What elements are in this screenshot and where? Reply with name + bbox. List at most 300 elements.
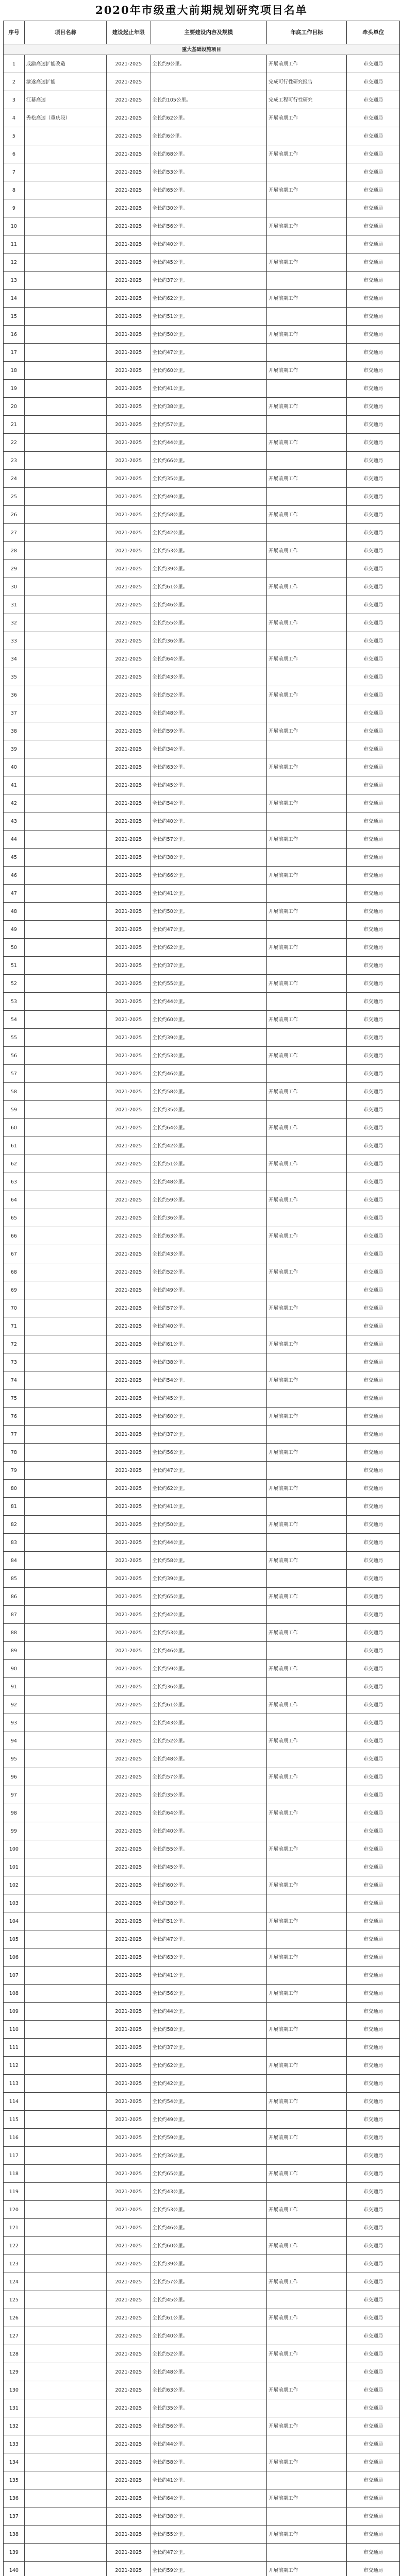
- table-row: [4, 2021, 400, 2039]
- table-row: [4, 1804, 400, 1822]
- cell-name: [24, 1678, 107, 1696]
- section-title: 重大基础设施项目: [4, 44, 400, 55]
- cell-no: 28: [4, 542, 25, 560]
- cell-stage: [267, 2111, 347, 2129]
- cell-name: [24, 2129, 107, 2147]
- cell-no: 122: [4, 2237, 25, 2255]
- cell-period: 2021-2025: [107, 1624, 150, 1642]
- cell-unit: 市交通局: [347, 506, 400, 524]
- cell-name: [24, 1570, 107, 1588]
- cell-no: 80: [4, 1480, 25, 1498]
- cell-stage: [267, 596, 347, 614]
- cell-stage: 开展前期工作: [267, 1732, 347, 1750]
- table-row: [4, 668, 400, 686]
- cell-content: 全长约40公里。: [150, 812, 267, 831]
- cell-period: 2021-2025: [107, 217, 150, 235]
- cell-period: 2021-2025: [107, 831, 150, 849]
- cell-stage: [267, 2435, 347, 2453]
- cell-no: 57: [4, 1065, 25, 1083]
- cell-unit: 市交通局: [347, 1335, 400, 1353]
- cell-name: [24, 2363, 107, 2381]
- table-row: [4, 885, 400, 903]
- cell-no: 39: [4, 740, 25, 758]
- cell-name: [24, 1534, 107, 1552]
- cell-content: 全长约59公里。: [150, 2129, 267, 2147]
- cell-period: 2021-2025: [107, 1588, 150, 1606]
- cell-unit: 市交通局: [347, 2183, 400, 2201]
- table-row: [4, 235, 400, 253]
- cell-name: [24, 2417, 107, 2435]
- cell-no: 87: [4, 1606, 25, 1624]
- cell-name: [24, 975, 107, 993]
- cell-name: [24, 1462, 107, 1480]
- table-row: [4, 2165, 400, 2183]
- table-row: [4, 1642, 400, 1660]
- cell-content: 全长约58公里。: [150, 2453, 267, 2471]
- cell-stage: 开展前期工作: [267, 2057, 347, 2075]
- cell-name: [24, 1209, 107, 1227]
- cell-name: [24, 2093, 107, 2111]
- cell-name: [24, 452, 107, 470]
- table-row: [4, 1570, 400, 1588]
- cell-name: [24, 542, 107, 560]
- cell-name: [24, 993, 107, 1011]
- cell-stage: [267, 1606, 347, 1624]
- cell-name: [24, 163, 107, 181]
- cell-stage: [267, 2147, 347, 2165]
- cell-stage: 开展前期工作: [267, 1191, 347, 1209]
- cell-content: 全长约38公里。: [150, 1353, 267, 1371]
- cell-name: [24, 524, 107, 542]
- cell-period: 2021-2025: [107, 2165, 150, 2183]
- cell-no: 127: [4, 2327, 25, 2345]
- table-row: [4, 2471, 400, 2489]
- cell-unit: 市交通局: [347, 1209, 400, 1227]
- cell-no: 111: [4, 2039, 25, 2057]
- table-row: [4, 867, 400, 885]
- cell-period: 2021-2025: [107, 1191, 150, 1209]
- cell-unit: 市交通局: [347, 2255, 400, 2273]
- cell-unit: 市交通局: [347, 1462, 400, 1480]
- cell-name: [24, 1894, 107, 1912]
- cell-content: 全长约47公里。: [150, 1462, 267, 1480]
- cell-no: 37: [4, 704, 25, 722]
- header-stage: 年底工作目标: [267, 21, 347, 44]
- cell-no: 13: [4, 272, 25, 290]
- table-row: [4, 686, 400, 704]
- table-row: [4, 1822, 400, 1840]
- cell-stage: [267, 632, 347, 650]
- cell-stage: [267, 2363, 347, 2381]
- cell-content: 全长约35公里。: [150, 470, 267, 488]
- cell-unit: 市交通局: [347, 1155, 400, 1173]
- cell-stage: 开展前期工作: [267, 217, 347, 235]
- cell-name: [24, 867, 107, 885]
- cell-no: 17: [4, 344, 25, 362]
- cell-no: 134: [4, 2453, 25, 2471]
- cell-name: [24, 794, 107, 812]
- cell-unit: 市交通局: [347, 650, 400, 668]
- cell-stage: [267, 1245, 347, 1263]
- table-row: [4, 776, 400, 794]
- cell-content: 全长约64公里。: [150, 1804, 267, 1822]
- cell-content: 全长约63公里。: [150, 2381, 267, 2399]
- table-row: [4, 632, 400, 650]
- cell-stage: [267, 488, 347, 506]
- cell-no: 96: [4, 1768, 25, 1786]
- cell-period: 2021-2025: [107, 1227, 150, 1245]
- table-row: [4, 2255, 400, 2273]
- cell-stage: [267, 1570, 347, 1588]
- cell-content: 全长约44公里。: [150, 993, 267, 1011]
- cell-unit: 市交通局: [347, 704, 400, 722]
- cell-unit: 市交通局: [347, 235, 400, 253]
- cell-unit: 市交通局: [347, 2363, 400, 2381]
- cell-unit: 市交通局: [347, 73, 400, 91]
- cell-stage: [267, 1750, 347, 1768]
- cell-content: 全长约45公里。: [150, 2291, 267, 2309]
- cell-name: [24, 885, 107, 903]
- table-row: [4, 253, 400, 272]
- cell-stage: [267, 1281, 347, 1299]
- table-row: [4, 2345, 400, 2363]
- cell-period: 2021-2025: [107, 758, 150, 776]
- cell-no: 110: [4, 2021, 25, 2039]
- table-row: [4, 1967, 400, 1985]
- cell-unit: 市交通局: [347, 181, 400, 199]
- table-row: [4, 1516, 400, 1534]
- cell-stage: [267, 2291, 347, 2309]
- cell-name: [24, 1804, 107, 1822]
- cell-period: 2021-2025: [107, 2183, 150, 2201]
- cell-period: 2021-2025: [107, 452, 150, 470]
- cell-name: [24, 2147, 107, 2165]
- cell-period: 2021-2025: [107, 470, 150, 488]
- cell-period: 2021-2025: [107, 1804, 150, 1822]
- cell-unit: 市交通局: [347, 2093, 400, 2111]
- cell-unit: 市交通局: [347, 1786, 400, 1804]
- cell-unit: 市交通局: [347, 1353, 400, 1371]
- table-row: [4, 1426, 400, 1444]
- cell-period: 2021-2025: [107, 2057, 150, 2075]
- cell-no: 100: [4, 1840, 25, 1858]
- cell-no: 38: [4, 722, 25, 740]
- cell-stage: [267, 1462, 347, 1480]
- cell-content: 全长约57公里。: [150, 831, 267, 849]
- cell-content: 全长约59公里。: [150, 2562, 267, 2576]
- cell-content: 全长约56公里。: [150, 1444, 267, 1462]
- cell-unit: 市交通局: [347, 2201, 400, 2219]
- cell-name: [24, 1858, 107, 1876]
- cell-stage: 开展前期工作: [267, 1985, 347, 2003]
- cell-name: [24, 704, 107, 722]
- cell-no: 53: [4, 993, 25, 1011]
- cell-name: [24, 1498, 107, 1516]
- cell-content: 全长约65公里。: [150, 2165, 267, 2183]
- cell-name: [24, 2201, 107, 2219]
- cell-period: 2021-2025: [107, 1245, 150, 1263]
- cell-name: [24, 344, 107, 362]
- cell-unit: 市交通局: [347, 290, 400, 308]
- table-row: [4, 1047, 400, 1065]
- cell-no: 75: [4, 1389, 25, 1408]
- cell-no: 83: [4, 1534, 25, 1552]
- cell-no: 115: [4, 2111, 25, 2129]
- cell-content: 全长约53公里。: [150, 542, 267, 560]
- cell-unit: 市交通局: [347, 2291, 400, 2309]
- cell-stage: 完成工程可行性研究: [267, 91, 347, 109]
- cell-unit: 市交通局: [347, 1714, 400, 1732]
- cell-unit: 市交通局: [347, 1570, 400, 1588]
- cell-period: 2021-2025: [107, 776, 150, 794]
- cell-content: 全长约41公里。: [150, 885, 267, 903]
- cell-name: [24, 2273, 107, 2291]
- table-row: [4, 1948, 400, 1967]
- cell-no: 45: [4, 849, 25, 867]
- table-row: [4, 2399, 400, 2417]
- cell-stage: 开展前期工作: [267, 975, 347, 993]
- cell-name: [24, 1642, 107, 1660]
- cell-name: [24, 2003, 107, 2021]
- cell-content: 全长约39公里。: [150, 2255, 267, 2273]
- table-row: [4, 1389, 400, 1408]
- cell-unit: 市交通局: [347, 1065, 400, 1083]
- cell-unit: 市交通局: [347, 1732, 400, 1750]
- cell-period: 2021-2025: [107, 1714, 150, 1732]
- cell-period: 2021-2025: [107, 1408, 150, 1426]
- cell-stage: 开展前期工作: [267, 1371, 347, 1389]
- cell-name: [24, 632, 107, 650]
- cell-period: 2021-2025: [107, 2399, 150, 2417]
- cell-unit: 市交通局: [347, 1804, 400, 1822]
- cell-period: 2021-2025: [107, 55, 150, 73]
- table-row: [4, 73, 400, 91]
- cell-unit: 市交通局: [347, 2219, 400, 2237]
- cell-content: 全长约58公里。: [150, 1083, 267, 1101]
- cell-name: [24, 2327, 107, 2345]
- cell-content: 全长约40公里。: [150, 1822, 267, 1840]
- cell-content: 全长约42公里。: [150, 1137, 267, 1155]
- cell-name: [24, 1822, 107, 1840]
- cell-no: 56: [4, 1047, 25, 1065]
- cell-unit: 市交通局: [347, 1426, 400, 1444]
- cell-name: [24, 1389, 107, 1408]
- table-row: [4, 470, 400, 488]
- cell-name: [24, 2219, 107, 2237]
- cell-period: 2021-2025: [107, 939, 150, 957]
- cell-name: [24, 2345, 107, 2363]
- cell-content: 全长约58公里。: [150, 1552, 267, 1570]
- cell-no: 117: [4, 2147, 25, 2165]
- cell-stage: 开展前期工作: [267, 2453, 347, 2471]
- cell-content: 全长约45公里。: [150, 776, 267, 794]
- cell-no: 44: [4, 831, 25, 849]
- cell-no: 71: [4, 1317, 25, 1335]
- cell-unit: 市交通局: [347, 1678, 400, 1696]
- cell-no: 77: [4, 1426, 25, 1444]
- cell-period: 2021-2025: [107, 2417, 150, 2435]
- cell-name: [24, 1227, 107, 1245]
- table-row: [4, 2273, 400, 2291]
- cell-no: 94: [4, 1732, 25, 1750]
- table-row: [4, 1281, 400, 1299]
- cell-no: 112: [4, 2057, 25, 2075]
- cell-name: [24, 2057, 107, 2075]
- cell-stage: 开展前期工作: [267, 1335, 347, 1353]
- cell-stage: 开展前期工作: [267, 1227, 347, 1245]
- table-row: [4, 2003, 400, 2021]
- cell-stage: 开展前期工作: [267, 867, 347, 885]
- cell-period: 2021-2025: [107, 73, 150, 91]
- table-row: [4, 1209, 400, 1227]
- table-header: [4, 21, 400, 44]
- cell-content: 全长约36公里。: [150, 1678, 267, 1696]
- table-row: [4, 163, 400, 181]
- cell-name: [24, 2291, 107, 2309]
- cell-content: 全长约49公里。: [150, 1281, 267, 1299]
- cell-no: 41: [4, 776, 25, 794]
- cell-period: 2021-2025: [107, 2309, 150, 2327]
- cell-period: 2021-2025: [107, 1101, 150, 1119]
- table-row: [4, 704, 400, 722]
- cell-no: 88: [4, 1624, 25, 1642]
- cell-name: [24, 1029, 107, 1047]
- cell-no: 32: [4, 614, 25, 632]
- cell-period: 2021-2025: [107, 1335, 150, 1353]
- cell-name: 江綦高速: [24, 91, 107, 109]
- cell-no: 132: [4, 2417, 25, 2435]
- cell-period: 2021-2025: [107, 2075, 150, 2093]
- cell-content: 全长约42公里。: [150, 524, 267, 542]
- cell-stage: 开展前期工作: [267, 1047, 347, 1065]
- cell-no: 63: [4, 1173, 25, 1191]
- cell-unit: 市交通局: [347, 1498, 400, 1516]
- cell-stage: 开展前期工作: [267, 1696, 347, 1714]
- cell-name: [24, 488, 107, 506]
- cell-unit: 市交通局: [347, 488, 400, 506]
- cell-name: [24, 398, 107, 416]
- cell-period: 2021-2025: [107, 1948, 150, 1967]
- cell-name: [24, 1191, 107, 1209]
- cell-no: 74: [4, 1371, 25, 1389]
- cell-content: 全长约57公里。: [150, 1768, 267, 1786]
- cell-content: 全长约47公里。: [150, 344, 267, 362]
- cell-name: [24, 957, 107, 975]
- section-row: [4, 44, 400, 55]
- cell-period: 2021-2025: [107, 812, 150, 831]
- cell-name: [24, 1137, 107, 1155]
- cell-name: [24, 1281, 107, 1299]
- cell-stage: 开展前期工作: [267, 2309, 347, 2327]
- cell-unit: 市交通局: [347, 2399, 400, 2417]
- cell-no: 125: [4, 2291, 25, 2309]
- cell-stage: [267, 127, 347, 145]
- cell-unit: 市交通局: [347, 1516, 400, 1534]
- cell-no: 62: [4, 1155, 25, 1173]
- cell-content: 全长约62公里。: [150, 109, 267, 127]
- cell-unit: 市交通局: [347, 199, 400, 217]
- cell-content: 全长约60公里。: [150, 1408, 267, 1426]
- table-row: [4, 1083, 400, 1101]
- cell-unit: 市交通局: [347, 1534, 400, 1552]
- cell-period: 2021-2025: [107, 1209, 150, 1227]
- cell-no: 103: [4, 1894, 25, 1912]
- table-row: [4, 2381, 400, 2399]
- cell-period: 2021-2025: [107, 2273, 150, 2291]
- cell-period: 2021-2025: [107, 2381, 150, 2399]
- cell-no: 140: [4, 2562, 25, 2576]
- cell-stage: 开展前期工作: [267, 1660, 347, 1678]
- table-row: [4, 2327, 400, 2345]
- cell-period: 2021-2025: [107, 1606, 150, 1624]
- cell-content: 全长约34公里。: [150, 740, 267, 758]
- cell-stage: 开展前期工作: [267, 1588, 347, 1606]
- cell-content: 全长约61公里。: [150, 1696, 267, 1714]
- table-row: [4, 199, 400, 217]
- cell-no: 60: [4, 1119, 25, 1137]
- cell-period: 2021-2025: [107, 1029, 150, 1047]
- table-row: [4, 794, 400, 812]
- cell-name: [24, 1912, 107, 1930]
- cell-period: 2021-2025: [107, 1660, 150, 1678]
- cell-stage: 开展前期工作: [267, 1516, 347, 1534]
- cell-unit: 市交通局: [347, 434, 400, 452]
- cell-unit: 市交通局: [347, 1299, 400, 1317]
- cell-name: [24, 686, 107, 704]
- cell-content: 全长约46公里。: [150, 596, 267, 614]
- cell-no: 119: [4, 2183, 25, 2201]
- cell-period: 2021-2025: [107, 1444, 150, 1462]
- table-row: [4, 127, 400, 145]
- cell-no: 73: [4, 1353, 25, 1371]
- cell-content: 全长约63公里。: [150, 1227, 267, 1245]
- cell-unit: 市交通局: [347, 362, 400, 380]
- cell-stage: [267, 1065, 347, 1083]
- cell-name: [24, 506, 107, 524]
- cell-period: 2021-2025: [107, 109, 150, 127]
- cell-no: 35: [4, 668, 25, 686]
- table-row: [4, 1335, 400, 1353]
- cell-unit: 市交通局: [347, 55, 400, 73]
- cell-name: 秀松高速（重庆段）: [24, 109, 107, 127]
- cell-unit: 市交通局: [347, 1245, 400, 1263]
- cell-content: 全长约44公里。: [150, 1534, 267, 1552]
- cell-unit: 市交通局: [347, 794, 400, 812]
- cell-content: 全长约59公里。: [150, 722, 267, 740]
- cell-unit: 市交通局: [347, 614, 400, 632]
- cell-period: 2021-2025: [107, 1065, 150, 1083]
- table-row: [4, 957, 400, 975]
- cell-period: 2021-2025: [107, 1985, 150, 2003]
- cell-content: 全长约37公里。: [150, 272, 267, 290]
- cell-content: 全长约51公里。: [150, 1155, 267, 1173]
- table-row: [4, 1768, 400, 1786]
- cell-stage: [267, 2219, 347, 2237]
- cell-no: 70: [4, 1299, 25, 1317]
- table-row: [4, 2291, 400, 2309]
- cell-no: 120: [4, 2201, 25, 2219]
- cell-no: 51: [4, 957, 25, 975]
- header-period: 建设起止年限: [107, 21, 150, 44]
- table-row: [4, 1011, 400, 1029]
- cell-content: 全长约36公里。: [150, 632, 267, 650]
- cell-unit: 市交通局: [347, 1606, 400, 1624]
- cell-content: 全长约66公里。: [150, 867, 267, 885]
- cell-no: 15: [4, 308, 25, 326]
- table-row: [4, 1317, 400, 1335]
- cell-content: 全长约49公里。: [150, 2111, 267, 2129]
- cell-unit: 市交通局: [347, 1967, 400, 1985]
